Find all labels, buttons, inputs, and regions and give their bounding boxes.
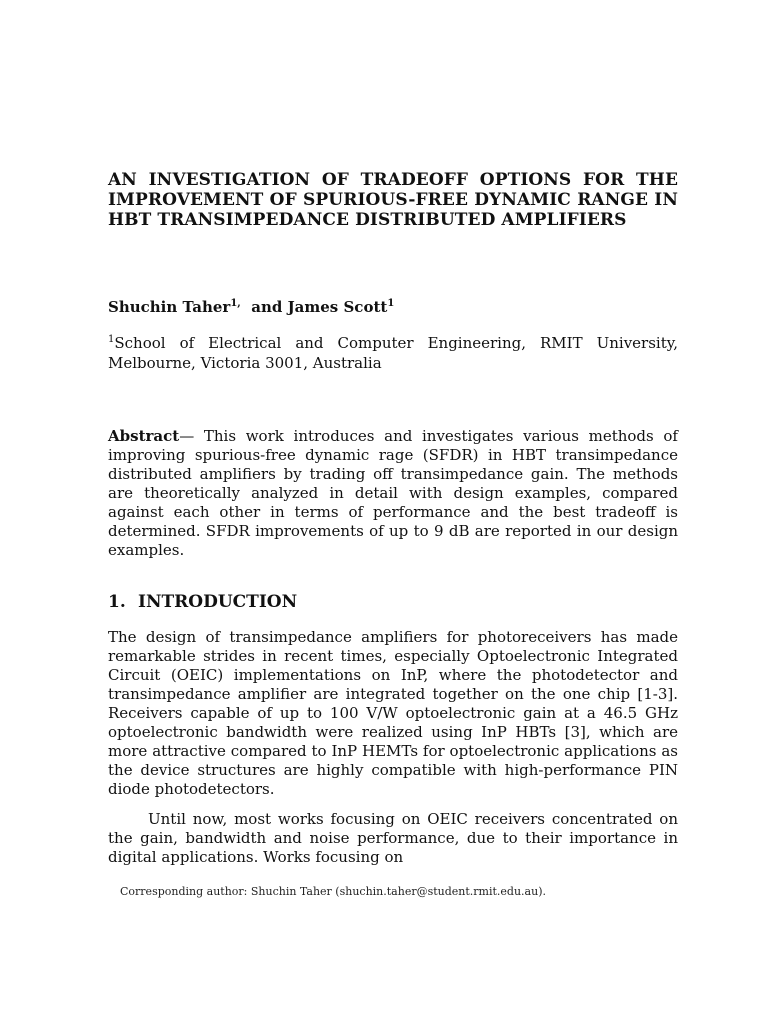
affiliation (108, 333, 678, 373)
section-heading (108, 591, 678, 613)
author-name: Shuchin Taher (108, 298, 231, 316)
footnote: Corresponding author: Shuchin Taher (shuchin.taher@student.rmit.edu.au). (120, 885, 546, 898)
body-paragraph: Until now, most works focusing on OEIC receivers concentrated on the gain, bandwidth and noise performance, due to their importance in digital applications. Works focusing on (108, 810, 678, 866)
section-number: 1. (108, 592, 126, 612)
author-affiliation-mark: 1 (387, 298, 395, 309)
abstract (108, 427, 678, 560)
affiliation-mark: 1 (108, 334, 115, 345)
abstract-dash: — (179, 427, 195, 445)
author-name: James Scott (287, 298, 388, 316)
abstract-label: Abstract (108, 427, 180, 445)
author-line (108, 297, 678, 317)
abstract-text: This work introduces and investigates various methods of improving spurious-free dynamic rage (SFDR) in HBT transimpedance distributed amplifiers by trading off transimpedance gain. The methods are theoretically analyzed in detail with design examples, compared against each other in terms of performance and the best tradeoff is determined. SFDR improvements of up to 9 dB are reported in our design examples. (108, 427, 678, 559)
author-conjunction: and (251, 298, 283, 316)
section-title: INTRODUCTION (138, 592, 298, 612)
affiliation-text: School of Electrical and Computer Engineering, RMIT University, Melbourne, Victoria 3001, Australia (108, 334, 678, 372)
body-paragraph: The design of transimpedance amplifiers for photoreceivers has made remarkable strides in recent times, especially Optoelectronic Integrated Circuit (OEIC) implementations on InP, where the photodetector and transimpedance amplifier are integrated together on the one chip [1-3]. Receivers capable of up to 100 V/W optoelectronic gain at a 46.5 GHz optoelectronic bandwidth were realized using InP HBTs [3], which are more attractive compared to InP HEMTs for optoelectronic applications as the device structures are highly compatible with high-performance PIN diode photodetectors. (108, 628, 678, 798)
paper-title: AN INVESTIGATION OF TRADEOFF OPTIONS FOR THE IMPROVEMENT OF SPURIOUS-FREE DYNAMIC RANGE IN HBT TRANSIMPEDANCE DISTRIBUTED AMPLIFIERS (108, 170, 678, 230)
author-affiliation-mark: 1, (230, 298, 241, 309)
